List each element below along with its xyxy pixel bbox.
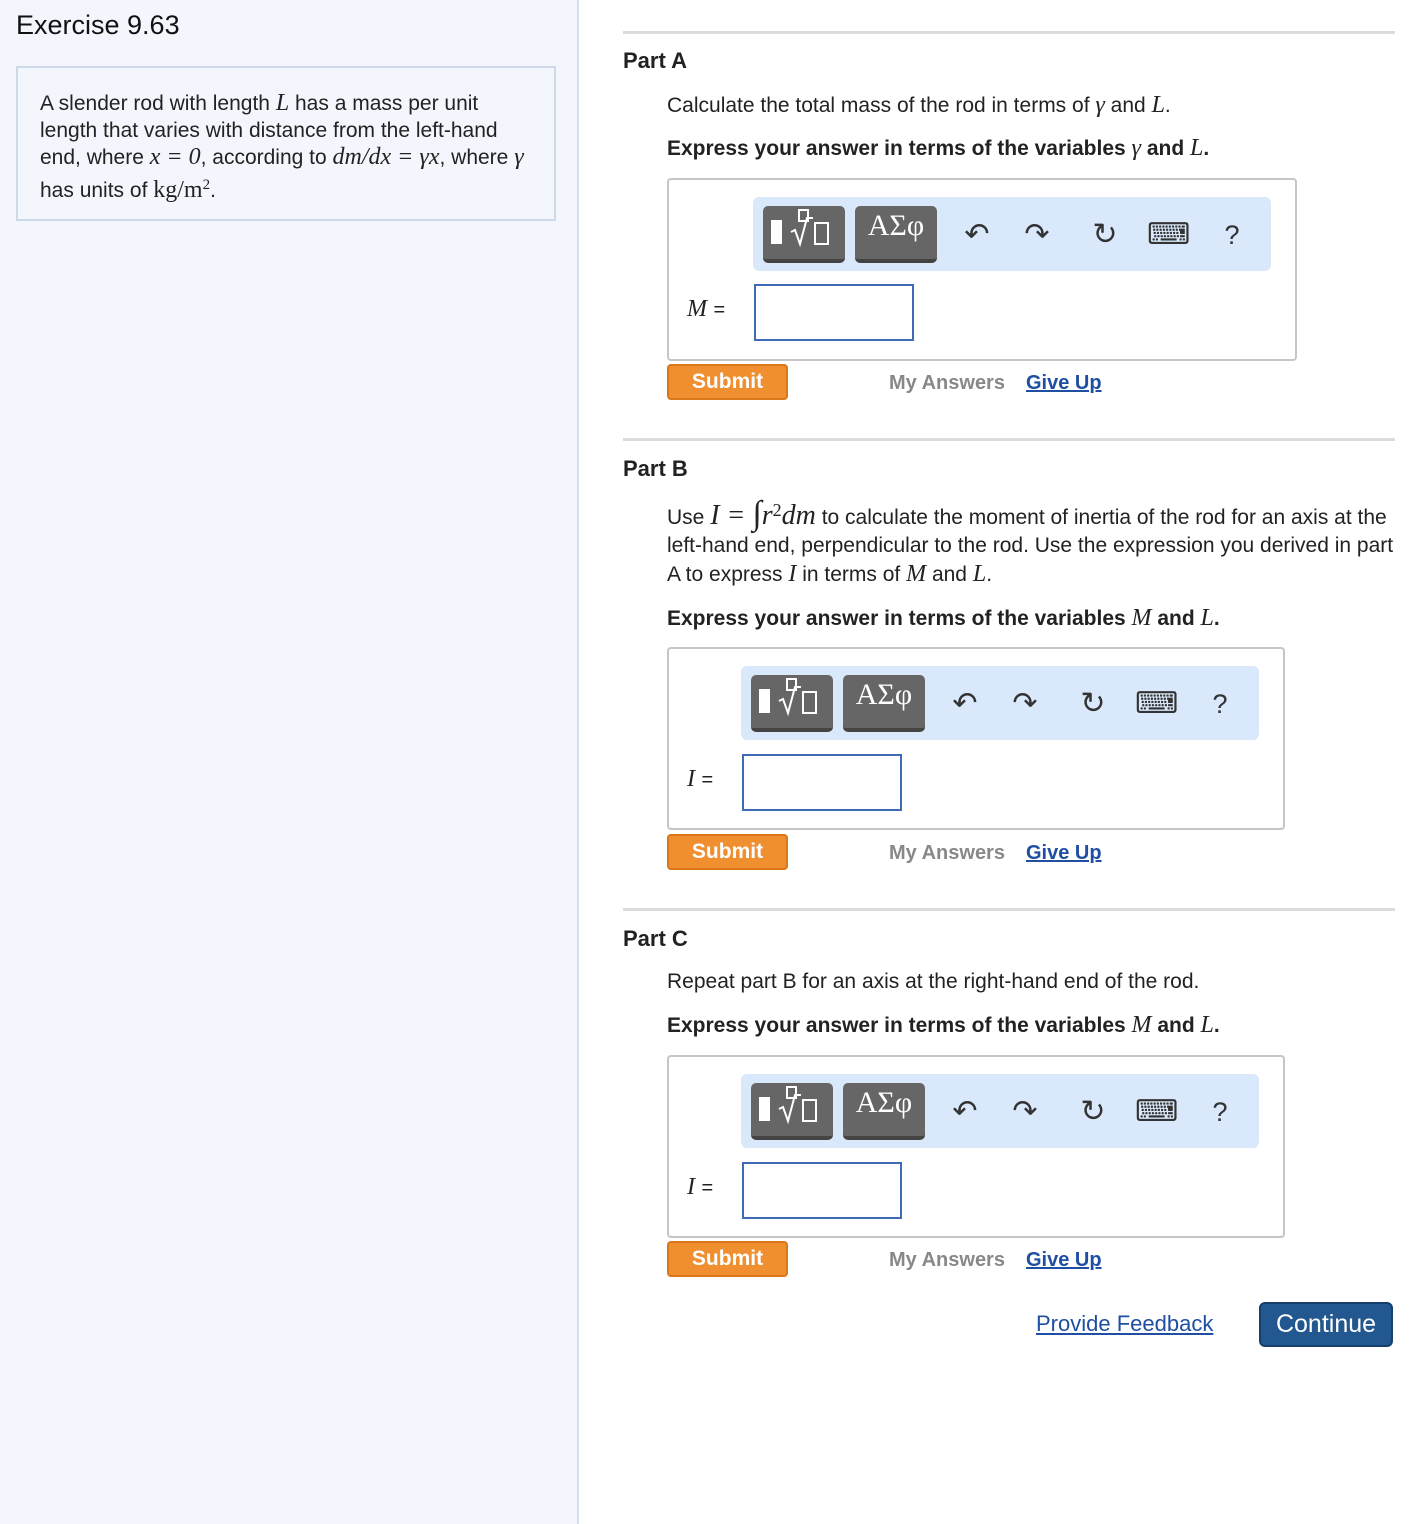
prompt-text: . — [1164, 94, 1171, 117]
problem-panel — [0, 0, 579, 1524]
greek-symbols-button[interactable]: ΑΣφ — [855, 206, 937, 263]
answer-eq: = — [701, 1177, 714, 1199]
prompt-text: . — [986, 563, 993, 586]
templates-sqrt-icon — [751, 675, 833, 725]
part-divider — [623, 908, 1395, 911]
part-c-submit-button[interactable]: Submit — [667, 1241, 788, 1277]
undo-icon[interactable]: ↶ — [964, 218, 990, 251]
answer-var: I — [687, 766, 695, 792]
prompt-text: Repeat part B for an axis at the right-hand end of the rod. — [667, 970, 1200, 993]
express-text: and — [1151, 607, 1201, 630]
greek-symbols-button[interactable]: ΑΣφ — [843, 675, 925, 732]
math-var: I — [788, 561, 797, 587]
reset-icon[interactable]: ↻ — [1092, 218, 1118, 251]
part-a-answer-box — [667, 178, 1297, 361]
provide-feedback-link[interactable]: Provide Feedback — [1036, 1311, 1214, 1336]
part-a-submit-button[interactable]: Submit — [667, 364, 788, 400]
keyboard-icon[interactable]: ⌨ — [1147, 218, 1191, 251]
templates-button[interactable] — [763, 206, 845, 263]
math-eq: I = — [710, 500, 753, 531]
problem-text: A slender rod with length — [40, 92, 276, 115]
part-a-express — [667, 135, 1209, 162]
part-b-give-up-link[interactable]: Give Up — [1026, 842, 1102, 864]
math-units: kg/m — [153, 176, 203, 203]
exercise-title: Exercise 9.63 — [16, 10, 180, 40]
math-eq-x0: x = 0 — [149, 144, 201, 170]
math-eq-dmdx: dm/dx = γx — [332, 144, 440, 170]
part-b-answer-box — [667, 647, 1285, 830]
part-a-my-answers: My Answers — [889, 372, 1005, 394]
undo-icon[interactable]: ↶ — [952, 687, 978, 720]
math-var: L — [1200, 1012, 1214, 1038]
math-var: r — [761, 500, 773, 531]
express-text: . — [1213, 607, 1220, 630]
problem-text: . — [210, 178, 216, 202]
math-var: L — [1190, 135, 1204, 161]
templates-sqrt-icon — [763, 206, 845, 256]
express-text: and — [1151, 1014, 1201, 1037]
math-var: M — [1131, 605, 1152, 631]
keyboard-icon[interactable]: ⌨ — [1135, 687, 1179, 720]
help-icon[interactable]: ? — [1224, 220, 1240, 250]
redo-icon[interactable]: ↷ — [1012, 687, 1038, 720]
problem-text: has units of — [40, 178, 154, 202]
part-b-prompt — [667, 496, 1395, 589]
math-var-L: L — [275, 90, 290, 116]
part-a-give-up-link[interactable]: Give Up — [1026, 372, 1102, 394]
part-a-title: Part A — [623, 48, 687, 73]
math-var: γ — [1131, 135, 1141, 161]
problem-text: has a mass per unit length that varies with distance from the left-hand end, where — [40, 92, 498, 169]
problem-text: , where — [439, 146, 515, 169]
part-b-my-answers: My Answers — [889, 842, 1005, 864]
part-divider — [623, 31, 1395, 34]
prompt-text: to calculate the moment of inertia of the rod for an axis at the left-hand end, perpendicular to the rod. Use the expression you derived in part A to express — [667, 506, 1394, 586]
part-c-answer-input[interactable] — [742, 1162, 902, 1219]
undo-icon[interactable]: ↶ — [952, 1095, 978, 1128]
math-var: M — [1131, 1012, 1152, 1038]
problem-statement — [16, 66, 556, 221]
express-text: and — [1141, 137, 1191, 160]
part-divider — [623, 438, 1395, 441]
reset-icon[interactable]: ↻ — [1080, 687, 1106, 720]
prompt-text: Calculate the total mass of the rod in terms of — [667, 94, 1096, 117]
help-icon[interactable]: ? — [1212, 689, 1228, 719]
part-b-title: Part B — [623, 456, 688, 481]
math-var: L — [1200, 605, 1214, 631]
express-text: Express your answer in terms of the variables — [667, 607, 1132, 630]
part-c-title: Part C — [623, 926, 688, 951]
keyboard-icon[interactable]: ⌨ — [1135, 1095, 1179, 1128]
part-c-prompt — [667, 970, 1199, 994]
prompt-text: Use — [667, 506, 711, 529]
math-toolbar — [753, 197, 1271, 271]
express-text: Express your answer in terms of the variables — [667, 137, 1132, 160]
reset-icon[interactable]: ↻ — [1080, 1095, 1106, 1128]
problem-text: , according to — [200, 146, 333, 169]
answer-eq: = — [713, 299, 726, 321]
part-c-express — [667, 1012, 1220, 1039]
part-b-express — [667, 605, 1220, 632]
math-toolbar — [741, 1074, 1259, 1148]
templates-button[interactable] — [751, 675, 833, 732]
math-var: M — [906, 561, 927, 587]
express-text: Express your answer in terms of the variables — [667, 1014, 1132, 1037]
part-a-prompt — [667, 92, 1171, 119]
redo-icon[interactable]: ↷ — [1024, 218, 1050, 251]
answer-eq: = — [701, 769, 714, 791]
answer-label — [687, 763, 713, 793]
integral-symbol: ∫ — [752, 495, 762, 532]
math-exponent: 2 — [772, 500, 782, 520]
answer-label — [687, 1171, 713, 1201]
part-c-answer-box — [667, 1055, 1285, 1238]
greek-symbols-button[interactable]: ΑΣφ — [843, 1083, 925, 1140]
redo-icon[interactable]: ↷ — [1012, 1095, 1038, 1128]
math-var: dm — [781, 500, 816, 531]
express-text: . — [1203, 137, 1210, 160]
math-var: γ — [1095, 92, 1105, 118]
math-toolbar — [741, 666, 1259, 740]
part-a-answer-input[interactable] — [754, 284, 914, 341]
continue-button[interactable]: Continue — [1259, 1302, 1393, 1347]
templates-sqrt-icon — [751, 1083, 833, 1133]
templates-button[interactable] — [751, 1083, 833, 1140]
express-text: . — [1213, 1014, 1220, 1037]
part-c-my-answers: My Answers — [889, 1249, 1005, 1271]
math-var-gamma: γ — [514, 144, 524, 170]
math-units-exponent: 2 — [202, 176, 211, 193]
prompt-text: and — [1104, 94, 1152, 117]
part-c-give-up-link[interactable]: Give Up — [1026, 1249, 1102, 1271]
part-b-answer-input[interactable] — [742, 754, 902, 811]
answer-var: M — [687, 296, 707, 322]
help-icon[interactable]: ? — [1212, 1097, 1228, 1127]
prompt-text: in terms of — [796, 563, 907, 586]
math-var: L — [1151, 92, 1165, 118]
prompt-text: and — [926, 563, 973, 586]
part-b-submit-button[interactable]: Submit — [667, 834, 788, 870]
answer-label — [687, 293, 725, 323]
answer-var: I — [687, 1174, 695, 1200]
math-var: L — [972, 561, 987, 587]
